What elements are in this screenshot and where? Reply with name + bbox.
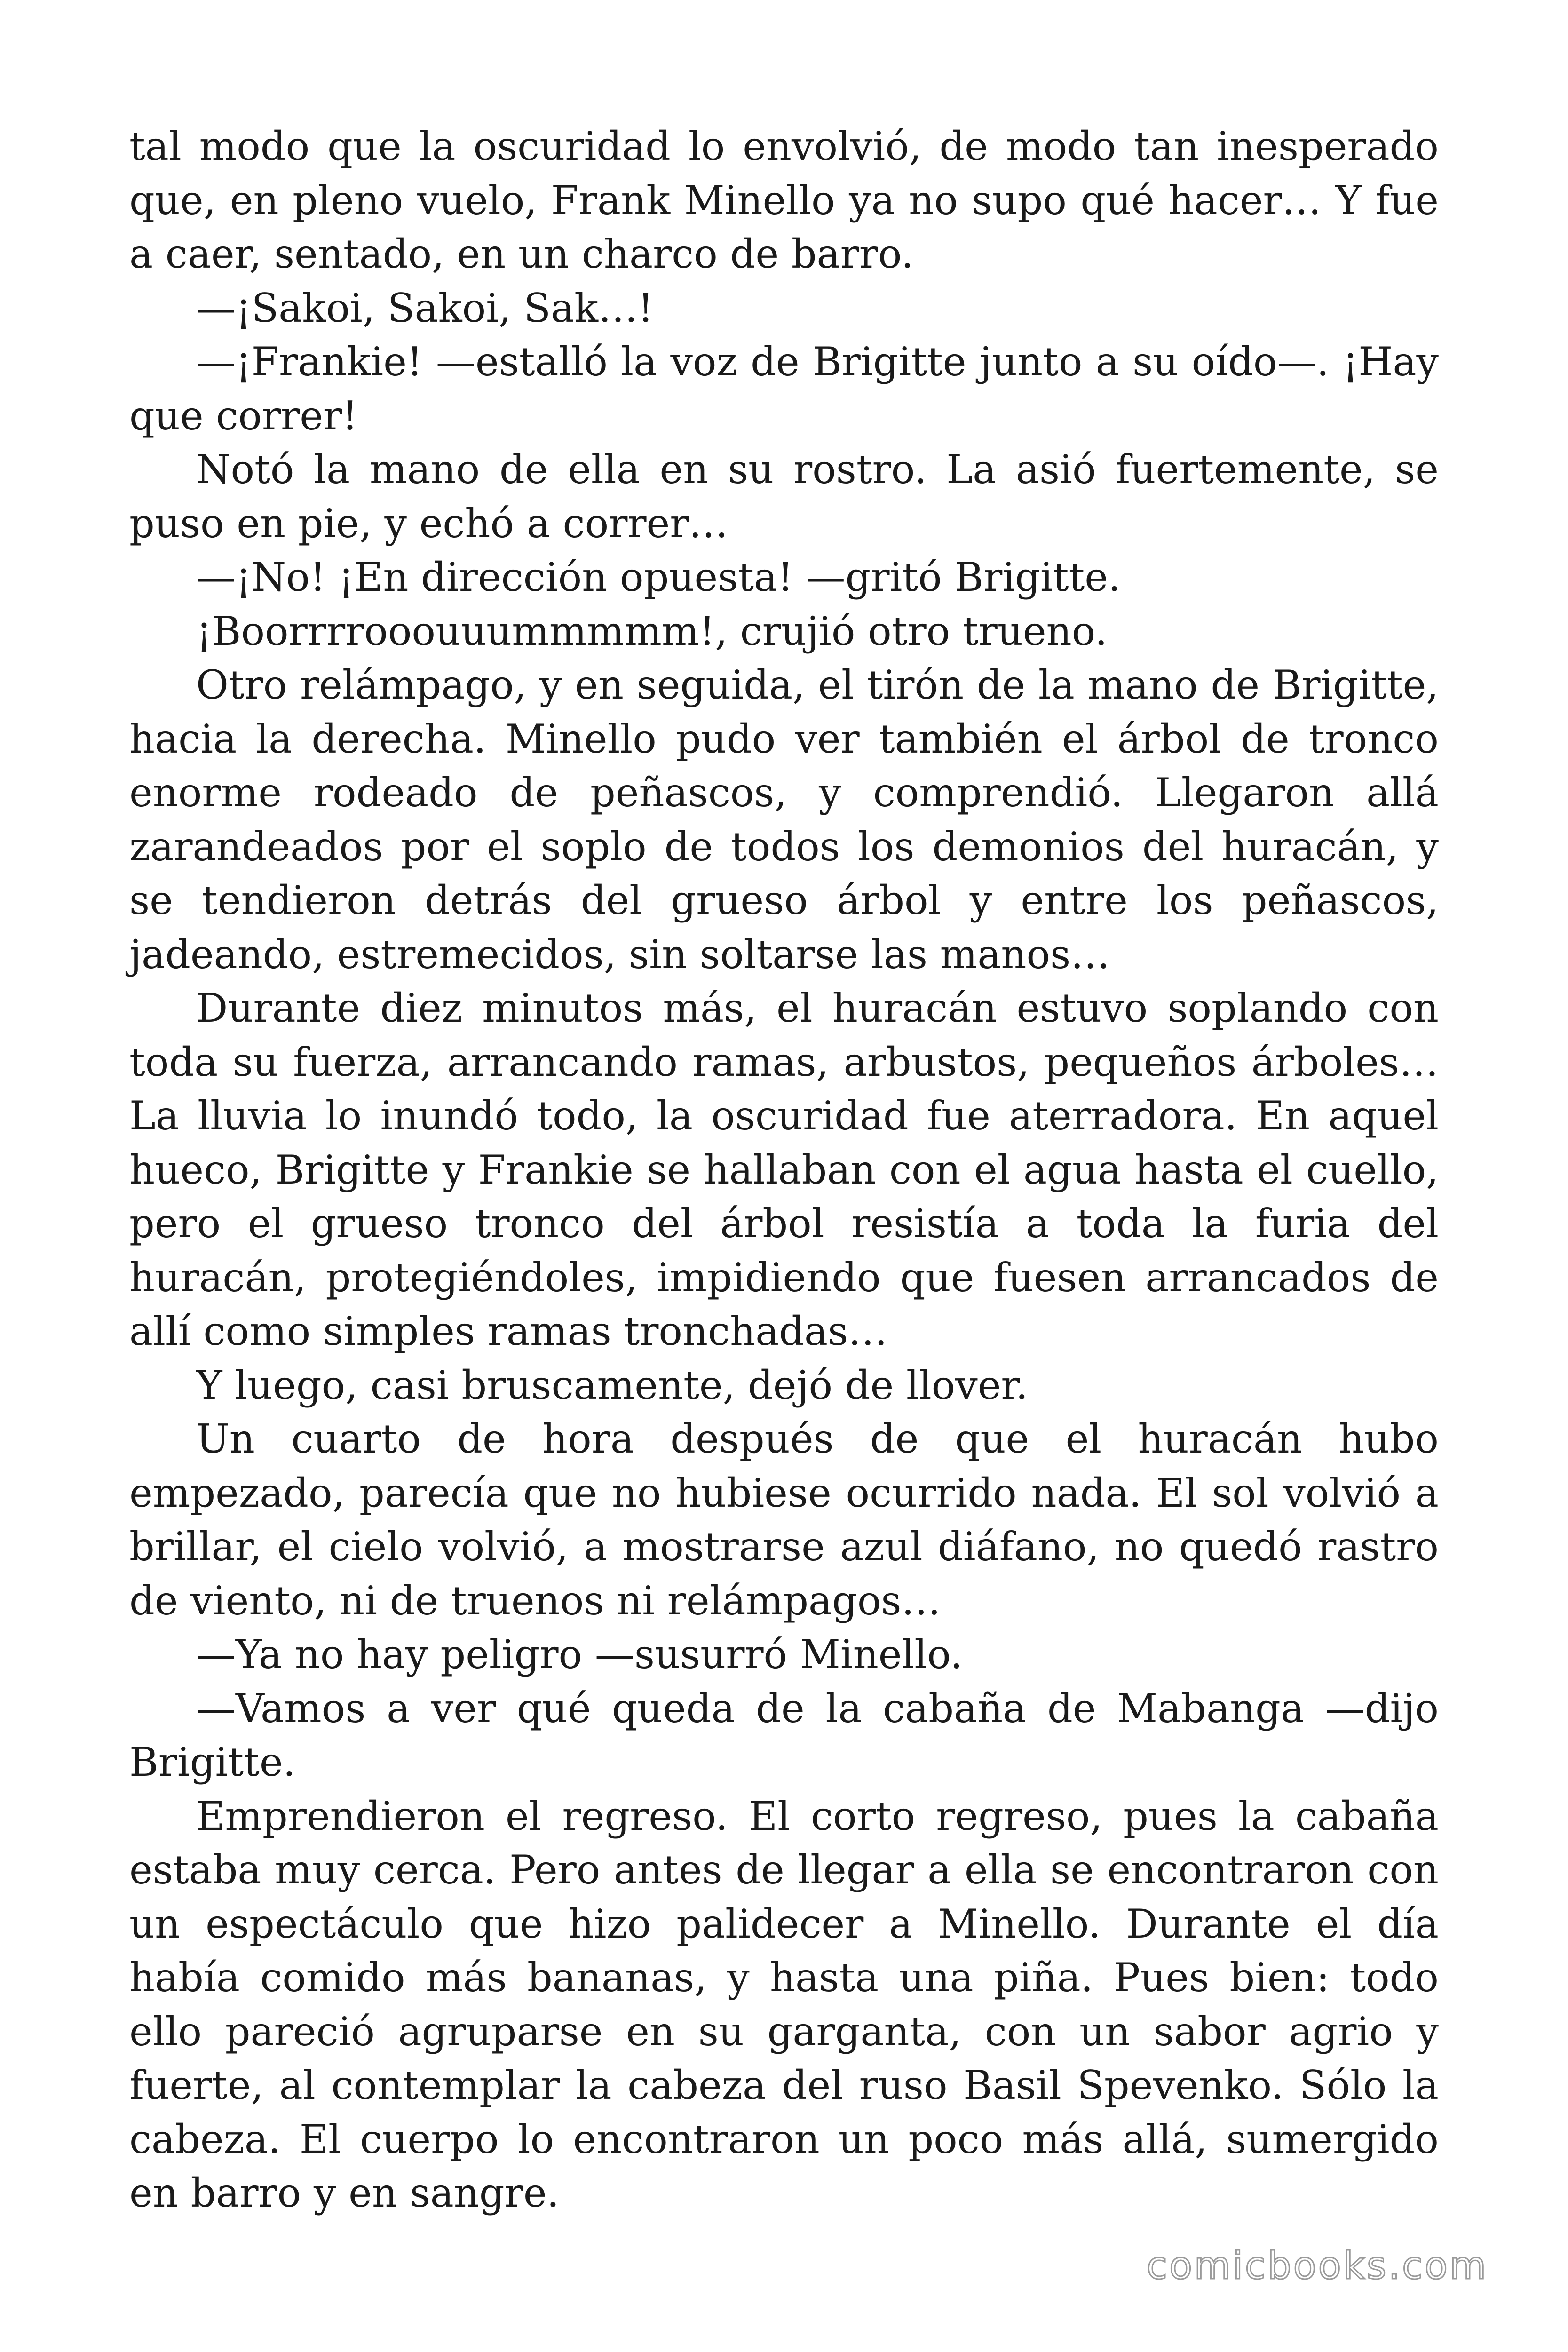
paragraph: tal modo que la oscuridad lo envolvió, de modo tan inesperado que, en pleno vuelo, Frank Minello ya no supo qué hacer… Y fue a caer, sentado, en un charco de barro. bbox=[129, 123, 1439, 277]
paragraph: ¡Boorrrrooouuummmmm!, crujió otro trueno. bbox=[196, 608, 1108, 654]
watermark: comicbooks.com bbox=[1146, 2244, 1488, 2288]
paragraph: Emprendieron el regreso. El corto regreso, pues la cabaña estaba muy cerca. Pero antes de llegar a ella se encontraron con un espectáculo que hizo palidecer a Minello. Durante el día había comido más bananas, y hasta una piña. Pues bien: todo ello pareció agruparse en su garganta, con un sabor agrio y fuerte, al contemplar la cabeza del ruso Basil Spevenko. Sólo la cabeza. El cuerpo lo encontraron un poco más allá, sumergido en barro y en sangre. bbox=[129, 1793, 1439, 2216]
paragraph: —¡Frankie! —estalló la voz de Brigitte junto a su oído—. ¡Hay que correr! bbox=[129, 339, 1439, 439]
page-body bbox=[129, 119, 1439, 2220]
paragraph: —¡Sakoi, Sakoi, Sak…! bbox=[196, 285, 654, 331]
paragraph: Y luego, casi bruscamente, dejó de llover. bbox=[196, 1362, 1029, 1408]
paragraph: Durante diez minutos más, el huracán estuvo soplando con toda su fuerza, arrancando ramas, arbustos, pequeños árboles… La lluvia lo inundó todo, la oscuridad fue aterradora. En aquel hueco, Brigitte y Frankie se hallaban con el agua hasta el cuello, pero el grueso tronco del árbol resistía a toda la furia del huracán, protegiéndoles, impidiendo que fuesen arrancados de allí como simples ramas tronchadas… bbox=[129, 985, 1439, 1354]
paragraph: —¡No! ¡En dirección opuesta! —gritó Brigitte. bbox=[196, 554, 1121, 600]
paragraph: —Vamos a ver qué queda de la cabaña de Mabanga —dijo Brigitte. bbox=[129, 1685, 1439, 1785]
paragraph: Otro relámpago, y en seguida, el tirón de la mano de Brigitte, hacia la derecha. Minello pudo ver también el árbol de tronco enorme rodeado de peñascos, y comprendió. Llegaron allá zarandeados por el soplo de todos los demonios del huracán, y se tendieron detrás del grueso árbol y entre los peñascos, jadeando, estremecidos, sin soltarse las manos… bbox=[129, 662, 1439, 977]
paragraph: —Ya no hay peligro —susurró Minello. bbox=[196, 1631, 963, 1677]
paragraph: Un cuarto de hora después de que el huracán hubo empezado, parecía que no hubiese ocurrido nada. El sol volvió a brillar, el cielo volvió, a mostrarse azul diáfano, no quedó rastro de viento, ni de truenos ni relámpagos… bbox=[129, 1416, 1439, 1624]
paragraph: Notó la mano de ella en su rostro. La asió fuertemente, se puso en pie, y echó a correr… bbox=[129, 446, 1439, 547]
